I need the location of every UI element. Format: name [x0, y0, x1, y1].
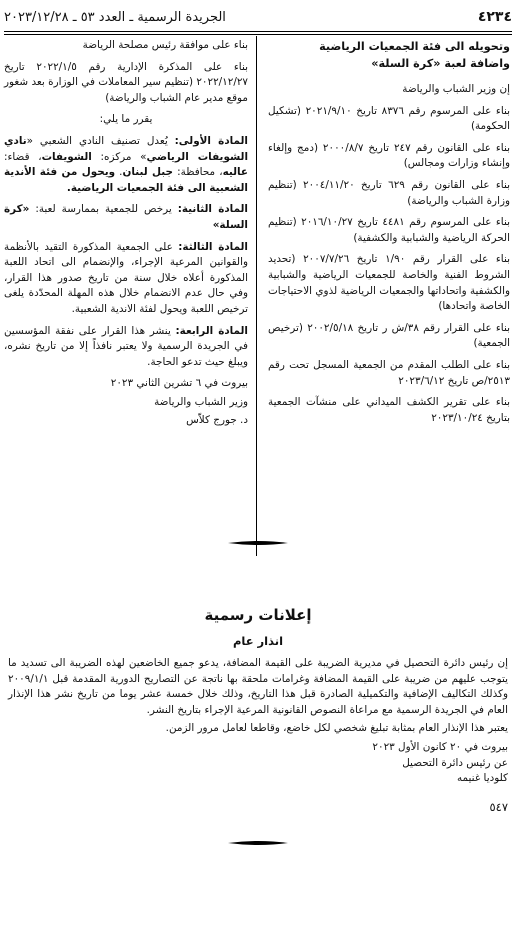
article-2-label: المادة الثانية: — [177, 203, 248, 216]
article-4-text: ينشر هذا القرار على نفقة المؤسسين في الجريدة الرسمية ولا يعتبر نافذاً إلا من تاريخ نشره، ويبلغ حيث تدعو الحاجة. — [4, 324, 248, 368]
section-separator — [228, 540, 288, 546]
signature-date: بيروت في ٦ تشرين الثاني ٢٠٢٣ — [110, 377, 248, 390]
notice-note: يعتبر هذا الإنذار العام بمثابة تبليغ شخصي لكل خاضع، وقاطعا لعامل مرور الزمن. — [165, 722, 508, 735]
licensed-game: «كرة السلة» — [4, 203, 248, 231]
article-4-label: المادة الرابعة: — [175, 324, 248, 337]
club-district: عاليه — [222, 166, 249, 179]
signature-title: وزير الشباب والرياضة — [154, 395, 248, 408]
page-number: ٤٢٣٤ — [477, 9, 512, 25]
end-separator — [228, 840, 288, 846]
decision-title — [268, 38, 510, 72]
legal-basis-9: بناء على موافقة رئيس مصلحة الرياضة — [82, 39, 248, 51]
notice-title: انذار عام — [232, 634, 284, 648]
notice-sign-name: كلوديا غنيمه — [456, 772, 508, 785]
legal-basis-6: بناء على القرار رقم ٣٨/ش ر تاريخ ٢٠٠٢/٥/١٨ (ترخيص الجمعية) — [268, 321, 510, 350]
decision-signature — [4, 376, 248, 429]
notice-sign-date: بيروت في ٢٠ كانون الأول ٢٠٢٣ — [372, 740, 508, 753]
title-line-1: وتحويله الى فئة الجمعيات الرياضية — [319, 40, 510, 53]
column-divider — [256, 36, 257, 556]
legal-basis-3: بناء على القانون رقم ٦٢٩ تاريخ ٢٠٠٤/١١/٢٠ (تنظيم وزارة الشباب والرياضة) — [268, 178, 510, 207]
legal-basis-8: بناء على تقرير الكشف الميداني على منشآت الجمعية بتاريخ ٢٠٢٣/١٠/٢٤ — [268, 396, 510, 424]
article-1-label: المادة الأولى: — [174, 134, 248, 147]
article-1-conclusion: ويحول من فئة الأندية الشعبية الى فئة الجمعيات الرياضية. — [4, 166, 248, 194]
club-location: الشويفات — [41, 150, 92, 163]
article-2-text: يرخص للجمعية بممارسة لعبة: — [29, 203, 178, 216]
club-governorate: جبل لبنان — [122, 166, 174, 179]
publication-info: الجريدة الرسمية ـ العدد ٥٣ ـ ٢٠٢٣/١٢/٢٨ — [4, 9, 226, 25]
signature-name: د. جورج كلاّس — [186, 414, 248, 427]
club-name: نادي الشويفات الرياضي — [4, 134, 249, 163]
legal-basis-2: بناء على القانون رقم ٢٤٧ تاريخ ٢٠٠٠/٨/٧ (دمج وإلغاء وإنشاء وزارات ومجالس) — [268, 141, 510, 170]
legal-basis-5: بناء على القرار رقم ١/٩٠ تاريخ ٢٠٠٧/٧/٢٦ (تحديد الشروط الفنية والخاصة للجمعيات الرياضية والشبابية والكشفية واتحاداتها والجمعيات الرياضية لذوي الاحتياجات الخاصة واتحادها) — [268, 253, 510, 313]
article-3-label: المادة الثالثة: — [178, 240, 248, 253]
minister-intro: إن وزير الشباب والرياضة — [402, 83, 510, 95]
legal-basis-4: بناء على المرسوم رقم ٤٤٨١ تاريخ ٢٠١٦/١٠/٢٧ (تنظيم الحركة الرياضية والشبابية والكشفية) — [268, 216, 511, 244]
article-1-text-5: . — [115, 166, 123, 179]
article-1 — [4, 134, 248, 196]
decides-heading: يقرر ما يلي: — [99, 113, 153, 126]
article-3-text: على الجمعية المذكورة التقيد بالأنظمة والقوانين المرعية الإجراء، والإنضمام الى اتحاد اللعبة المذكورة أعلاه خلال سنة من تاريخ صدور هذا القرار، وفي حال عدم الانضمام خلال هذه المهلة المحدّدة يلغى ترخيص اللعبة ويحول لفئة الاندية الشعبية. — [4, 240, 248, 315]
article-1-text: يُعدل تصنيف النادي الشعبي « — [26, 134, 175, 147]
article-2 — [4, 202, 248, 233]
legal-basis-1: بناء على المرسوم رقم ٨٣٧٦ تاريخ ٢٠٢١/٩/١٠ (تشكيل الحكومة) — [268, 104, 511, 133]
article-1-text-2: » مركزه: — [91, 150, 147, 163]
public-notice — [8, 656, 508, 787]
article-1-text-3: ، قضاء: — [4, 150, 42, 163]
notice-body: إن رئيس دائرة التحصيل في مديرية الضريبة على القيمة المضافة، يدعو جميع الخاضعين لهذه الضريبة الى تسديد ما يتوجب عليهم من ضريبة على القيمة المضافة وغرامات ملحقة بها ناتجة عن التصاريح الدورية المقدمة قبل ٢٠٠٩/١/١ وكذلك التكاليف الإضافية والتكميلية الصادرة قبل هذا التاريخ، وذلك خلال خمسة عشر يوما من تاريخ نشر هذا الإنذار العام في الجريدة الرسمية مع مراعاة النصوص القانونية المرعية الإجراء بتاريخ النشر. — [8, 657, 508, 716]
notice-sign-title: عن رئيس دائرة التحصيل — [402, 756, 508, 769]
article-3 — [4, 240, 248, 318]
header-rule-2 — [4, 34, 512, 35]
legal-basis-10: بناء على المذكرة الإدارية رقم ٢٠٢٢/١/٥ تاريخ ٢٠٢٢/١٢/٢٧ (تنظيم سير المعاملات في الوزارة بعد شغور موقع مدير عام الشباب والرياضة) — [4, 60, 248, 104]
left-column — [4, 38, 248, 432]
right-column — [268, 38, 510, 432]
article-4 — [4, 324, 248, 371]
title-line-2: واضافة لعبة «كرة السلة» — [371, 57, 510, 70]
header-rule — [4, 31, 512, 32]
article-1-text-4: ، محافظة: — [173, 166, 223, 179]
notice-number: ٥٤٧ — [489, 800, 508, 814]
section-title: إعلانات رسمية — [204, 606, 312, 624]
legal-basis-7: بناء على الطلب المقدم من الجمعية المسجل تحت رقم ٢٥١٣/ص تاريخ ٢٠٢٣/٦/١٢ — [268, 358, 510, 387]
page-header — [4, 6, 512, 28]
